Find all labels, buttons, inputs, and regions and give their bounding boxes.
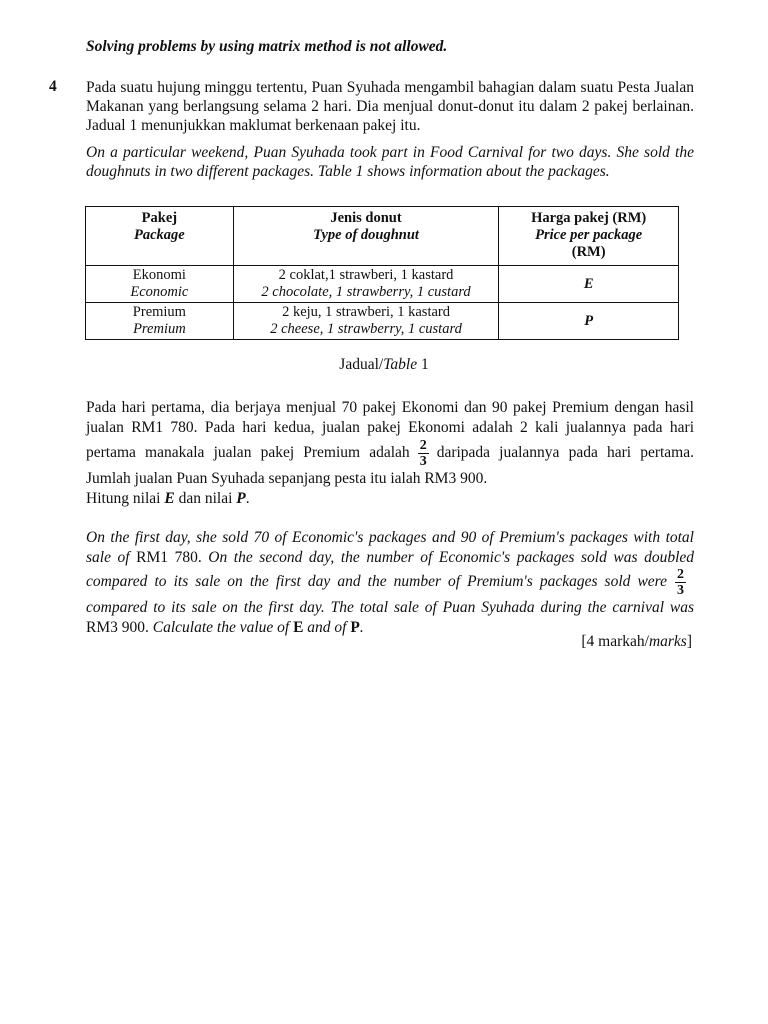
problem-text-malay xyxy=(86,398,694,509)
header-price-en: Price per package xyxy=(535,227,643,243)
cell-package xyxy=(86,303,234,340)
header-type-en: Type of doughnut xyxy=(313,227,419,243)
question-intro-english: On a particular weekend, Puan Syuhada took part in Food Carnival for two days. She sold the doughnuts in two different packages. Table 1 shows information about the packages. xyxy=(86,144,694,180)
ask-text: Hitung nilai xyxy=(86,490,165,507)
table-row xyxy=(86,303,679,340)
problem-sentence: compared to its sale on the first day. The total sale of Puan Syuhada during the carnival was xyxy=(86,599,694,616)
header-price-ms: Harga pakej (RM) xyxy=(531,210,647,226)
problem-sentence: Pada hari pertama, dia berjaya menjual 70 pakej Ekonomi dan 90 pakej Premium dengan hasil jualan RM1 780. Pada hari kedua, jualan pakej Ekonomi adalah 2 kali jualannya pada hari pertama manakala jualan pakej Premium adalah xyxy=(86,399,694,462)
question-intro-malay: Pada suatu hujung minggu tertentu, Puan Syuhada mengambil bahagian dalam suatu Pesta Jualan Makanan yang berlangsung selama 2 hari. Dia menjual donut-donut itu dalam 2 pakej berlainan. Jadual 1 menunjukkan maklumat berkenaan pakej itu. xyxy=(86,79,694,134)
problem-text-english xyxy=(86,528,694,637)
problem-sentence: daripada jualannya pada hari pertama. Jumlah jualan Puan Syuhada sepanjang pesta itu ialah RM3 900. xyxy=(86,444,694,487)
doughnut-type-en: 2 chocolate, 1 strawberry, 1 custard xyxy=(261,284,471,300)
table-header-row xyxy=(86,207,679,266)
variable-p: P xyxy=(236,490,246,507)
header-type-ms: Jenis donut xyxy=(330,210,402,226)
package-table xyxy=(85,206,679,340)
fraction-denominator: 3 xyxy=(419,454,427,469)
problem-sentence: . xyxy=(359,618,364,636)
caption-en: Table xyxy=(383,356,418,373)
marks-allocation xyxy=(581,633,692,651)
problem-paragraph-ms xyxy=(86,398,694,489)
variable-e: E xyxy=(293,618,304,636)
caption-number: 1 xyxy=(417,356,429,373)
header-package-ms: Pakej xyxy=(141,210,178,226)
fraction-numerator: 2 xyxy=(419,438,427,453)
doughnut-type-en: 2 cheese, 1 strawberry, 1 custard xyxy=(270,321,462,337)
marks-ms: [4 markah/ xyxy=(581,633,649,650)
marks-en: marks xyxy=(648,633,687,650)
header-package-en: Package xyxy=(134,227,185,243)
header-package xyxy=(86,207,234,266)
package-name-ms: Ekonomi xyxy=(132,267,186,283)
problem-sentence: On the second day, the number of Economic's packages sold was doubled compared to its sale on the first day and the number of Premium's packages sold were xyxy=(86,548,695,591)
cell-type xyxy=(233,266,499,303)
cell-price: P xyxy=(499,303,679,340)
table-caption xyxy=(0,356,768,374)
package-name-ms: Premium xyxy=(132,304,186,320)
ask-text: . xyxy=(245,490,250,507)
amount: RM3 900. xyxy=(86,618,149,636)
header-price xyxy=(499,207,679,266)
ask-text: dan nilai xyxy=(174,490,237,507)
caption-ms: Jadual/ xyxy=(339,356,384,373)
problem-sentence: Calculate the value of xyxy=(152,618,290,636)
amount: RM1 780. xyxy=(136,548,202,566)
fraction-denominator: 3 xyxy=(677,583,684,598)
fraction-numerator: 2 xyxy=(677,567,684,582)
doughnut-type-ms: 2 keju, 1 strawberi, 1 kastard xyxy=(282,304,450,320)
cell-price: E xyxy=(499,266,679,303)
header-type xyxy=(233,207,499,266)
ask-line-ms xyxy=(86,489,694,509)
variable-p: P xyxy=(350,618,360,636)
table-row xyxy=(86,266,679,303)
marks-close: ] xyxy=(686,633,692,650)
header-price-unit: (RM) xyxy=(571,244,606,260)
question-number: 4 xyxy=(49,78,57,95)
problem-sentence: and of xyxy=(307,618,347,636)
variable-e: E xyxy=(164,490,175,507)
cell-type xyxy=(233,303,499,340)
problem-paragraph-en xyxy=(86,528,694,637)
problem-sentence: On the first day, she sold 70 of Economic's packages and 90 of Premium's packages with total sale of xyxy=(86,529,694,566)
instruction-note: Solving problems by using matrix method is not allowed. xyxy=(86,38,448,55)
fraction xyxy=(675,567,686,598)
doughnut-type-ms: 2 coklat,1 strawberi, 1 kastard xyxy=(278,267,454,283)
package-name-en: Economic xyxy=(130,284,189,300)
package-name-en: Premium xyxy=(133,321,186,337)
fraction xyxy=(418,438,429,469)
cell-package xyxy=(86,266,234,303)
